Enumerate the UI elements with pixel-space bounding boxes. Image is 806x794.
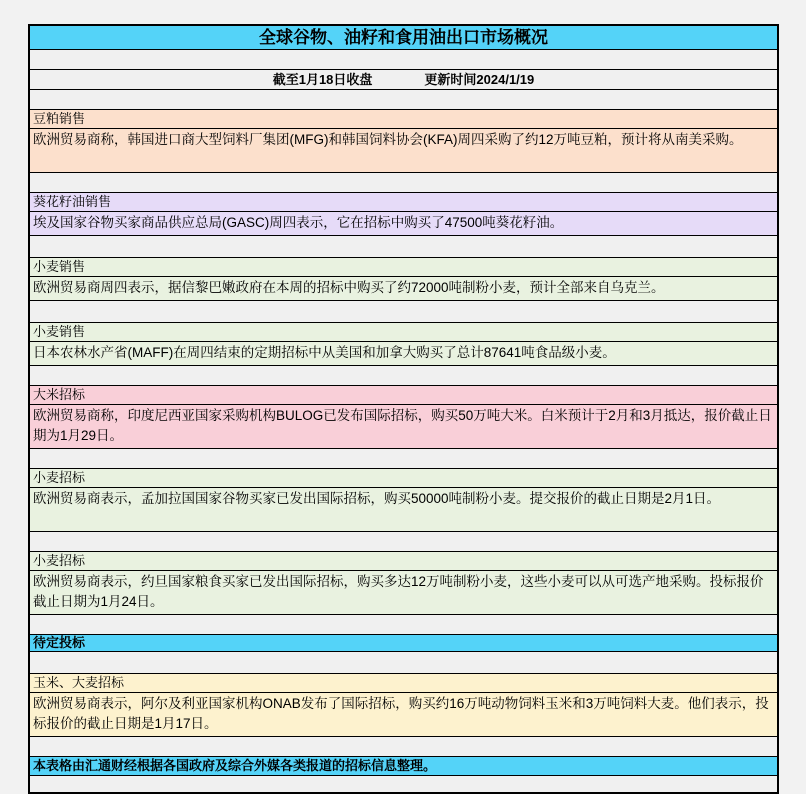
footer-source-note: 本表格由汇通财经根据各国政府及综合外媒各类报道的招标信息整理。 xyxy=(30,756,777,776)
section-rice-tender xyxy=(30,385,777,449)
spacer-row xyxy=(30,50,777,69)
section-heading: 大米招标 xyxy=(30,386,777,405)
section-wheat-tender-bangladesh xyxy=(30,468,777,532)
page-title: 全球谷物、油籽和食用油出口市场概况 xyxy=(30,26,777,50)
section-body: 欧洲贸易商称，印度尼西亚国家采购机构BULOG已发布国际招标，购买50万吨大米。白米预计于2月和3月抵达，报价截止日期为1月29日。 xyxy=(33,408,772,443)
section-heading: 葵花籽油销售 xyxy=(30,193,777,212)
spacer-row xyxy=(30,449,777,468)
section-heading: 小麦招标 xyxy=(30,552,777,571)
section-wheat-sales-lebanon xyxy=(30,257,777,301)
spacer-row xyxy=(30,366,777,385)
as-of-date: 截至1月18日收盘 xyxy=(272,72,373,87)
section-body: 欧洲贸易商称，韩国进口商大型饲料厂集团(MFG)和韩国饲料协会(KFA)周四采购了约12万吨豆粕，预计将从南美采购。 xyxy=(33,132,743,147)
section-body: 欧洲贸易商表示，孟加拉国国家谷物买家已发出国际招标，购买50000吨制粉小麦。提交报价的截止日期是2月1日。 xyxy=(33,491,721,506)
section-body: 欧洲贸易商表示，阿尔及利亚国家机构ONAB发布了国际招标，购买约16万吨动物饲料玉米和3万吨饲料大麦。他们表示，投标报价的截止日期是1月17日。 xyxy=(33,696,769,731)
section-wheat-sales-japan xyxy=(30,322,777,366)
spacer-row xyxy=(30,652,777,673)
section-soymeal-sales xyxy=(30,109,777,173)
section-body: 日本农林水产省(MAFF)在周四结束的定期招标中从美国和加拿大购买了总计87641吨食品级小麦。 xyxy=(33,345,616,360)
spacer-row xyxy=(30,737,777,756)
spacer-row xyxy=(30,615,777,634)
spacer-row xyxy=(30,776,777,792)
section-body: 欧洲贸易商周四表示，据信黎巴嫩政府在本周的招标中购买了约72000吨制粉小麦，预计全部来自乌克兰。 xyxy=(33,280,665,295)
spacer-row xyxy=(30,236,777,257)
spacer-row xyxy=(30,301,777,322)
section-heading: 小麦招标 xyxy=(30,469,777,488)
spacer-row xyxy=(30,532,777,551)
section-heading: 豆粕销售 xyxy=(30,110,777,129)
section-corn-barley-tender xyxy=(30,673,777,737)
export-market-table xyxy=(28,24,779,794)
spacer-row xyxy=(30,173,777,192)
section-heading: 小麦销售 xyxy=(30,258,777,277)
report-date-row xyxy=(30,69,777,90)
section-body: 欧洲贸易商表示，约旦国家粮食买家已发出国际招标，购买多达12万吨制粉小麦，这些小麦可以从可选产地采购。投标报价截止日期为1月24日。 xyxy=(33,574,764,609)
update-time: 更新时间2024/1/19 xyxy=(424,72,535,87)
section-heading: 玉米、大麦招标 xyxy=(30,674,777,693)
section-body: 埃及国家谷物买家商品供应总局(GASC)周四表示，它在招标中购买了47500吨葵花籽油。 xyxy=(33,215,564,230)
spacer-row xyxy=(30,90,777,109)
section-sunflower-oil-sales xyxy=(30,192,777,236)
pending-tenders-header: 待定投标 xyxy=(30,634,777,652)
section-wheat-tender-jordan xyxy=(30,551,777,615)
section-heading: 小麦销售 xyxy=(30,323,777,342)
